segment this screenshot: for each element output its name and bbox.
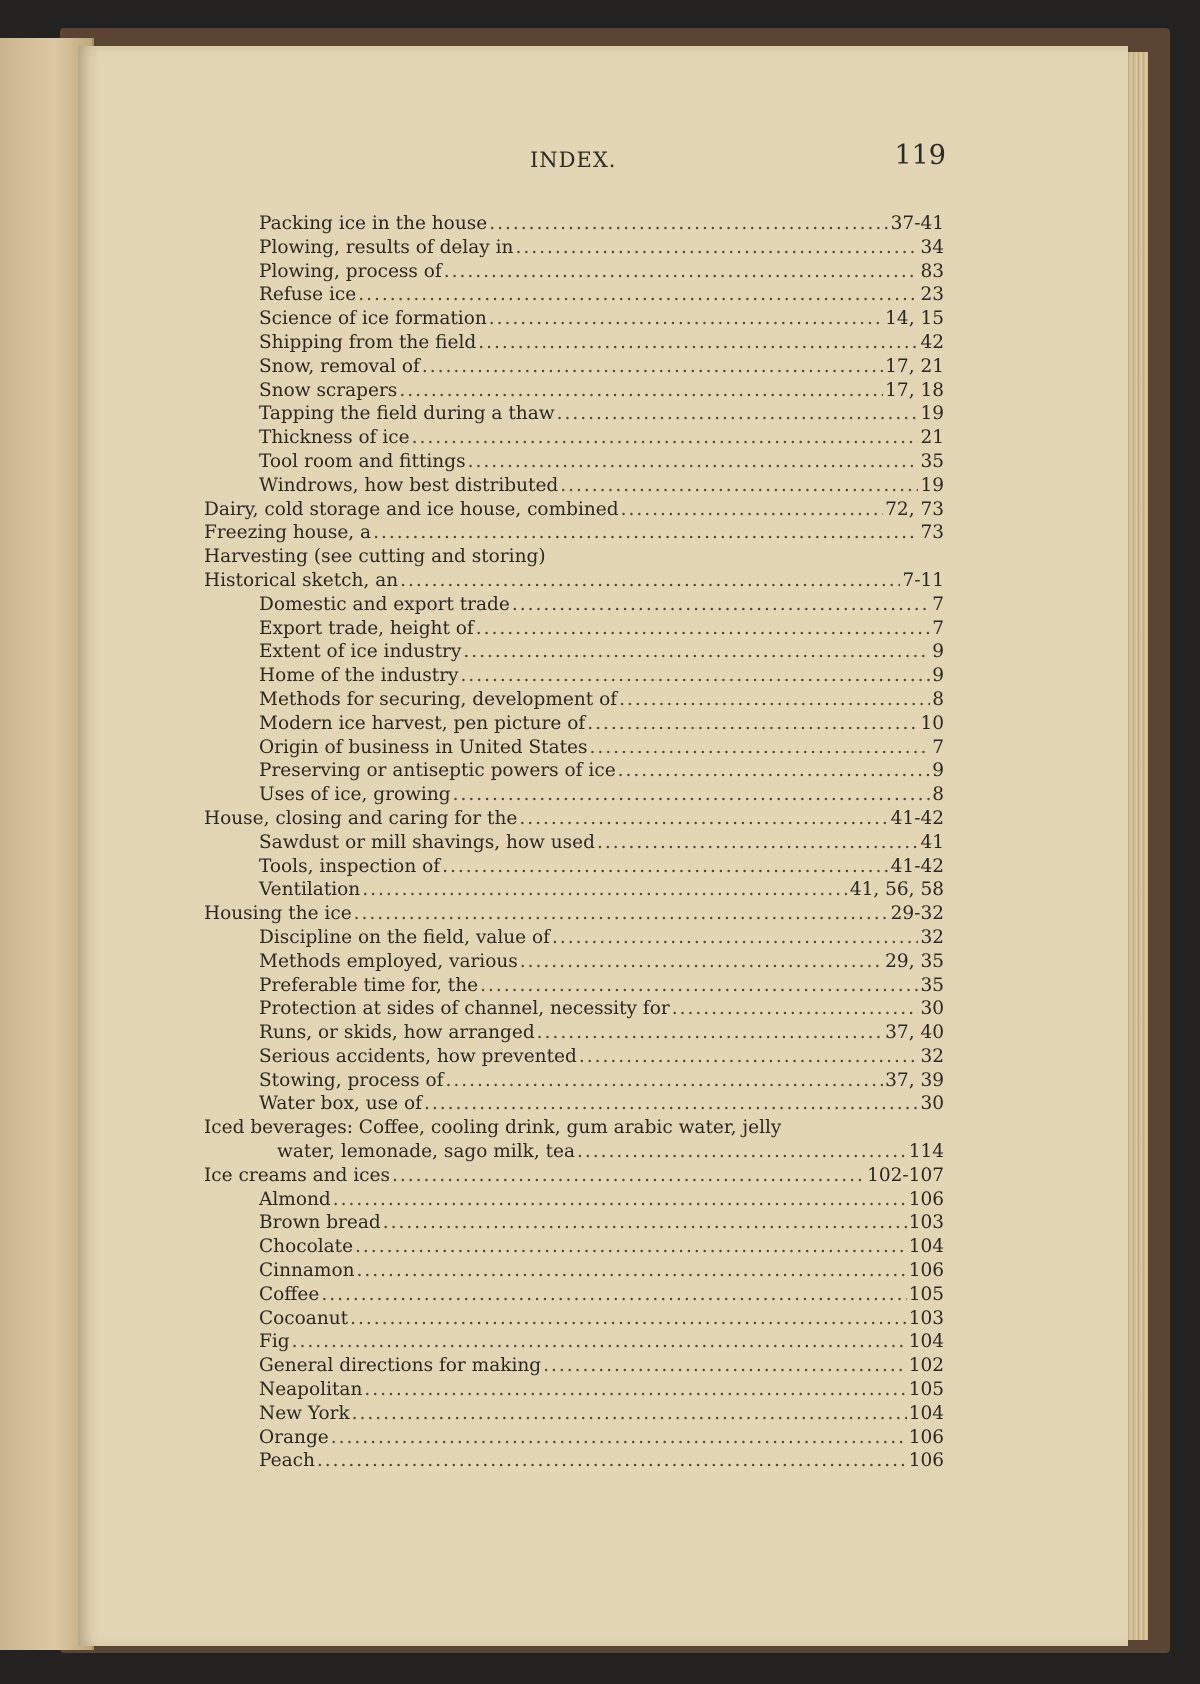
index-entry bbox=[204, 878, 944, 902]
index-entry-label: Coffee bbox=[259, 1283, 320, 1305]
index-entry-pages: 102 bbox=[908, 1355, 944, 1377]
index-entry-pages: 14, 15 bbox=[885, 308, 944, 330]
dot-leader bbox=[468, 450, 919, 474]
index-entry-label: Tapping the field during a thaw bbox=[259, 403, 555, 425]
dot-leader bbox=[587, 712, 918, 736]
index-entry-pages: 41 bbox=[920, 831, 944, 853]
dot-leader bbox=[557, 402, 919, 426]
index-entry-pages: 35 bbox=[920, 450, 944, 472]
index-entry-pages: 7 bbox=[932, 736, 944, 758]
dot-leader bbox=[590, 736, 931, 760]
index-entry-pages: 32 bbox=[920, 1045, 944, 1067]
index-entry-pages: 34 bbox=[920, 236, 944, 258]
index-entry bbox=[204, 593, 944, 617]
index-entry bbox=[204, 1116, 944, 1140]
index-entry-pages: 17, 21 bbox=[885, 355, 944, 377]
index-entry-label: Sawdust or mill shavings, how used bbox=[259, 831, 595, 853]
dot-leader bbox=[357, 1259, 907, 1283]
index-entry bbox=[204, 569, 944, 593]
index-entry bbox=[204, 379, 944, 403]
index-entry-pages: 41-42 bbox=[890, 807, 944, 829]
index-entry-label: Packing ice in the house bbox=[259, 213, 488, 234]
index-entry-label: Export trade, height of bbox=[259, 617, 474, 639]
index-entry-pages: 106 bbox=[908, 1188, 944, 1210]
index-entry-pages: 41-42 bbox=[890, 855, 944, 877]
index-entry-pages: 83 bbox=[920, 260, 944, 282]
index-entry-label: Snow, removal of bbox=[259, 355, 420, 377]
index-entry bbox=[204, 545, 944, 569]
index-entry-pages: 102-107 bbox=[867, 1164, 944, 1186]
dot-leader bbox=[519, 807, 888, 831]
index-entry-label: Chocolate bbox=[259, 1236, 354, 1258]
dot-leader bbox=[480, 974, 918, 998]
index-entry-pages: 106 bbox=[908, 1426, 944, 1448]
dot-leader bbox=[621, 498, 884, 522]
index-entry-label: Iced beverages: Coffee, cooling drink, gum arabic water, jelly bbox=[204, 1117, 782, 1139]
index-entry-label: Housing the ice bbox=[204, 903, 352, 925]
index-entry-label: Ventilation bbox=[259, 879, 361, 901]
index-entry bbox=[204, 1045, 944, 1069]
index-entry-label: Stowing, process of bbox=[259, 1069, 444, 1091]
dot-leader bbox=[543, 1354, 907, 1378]
index-entry-label: Home of the industry bbox=[259, 665, 459, 687]
index-entry-pages: 9 bbox=[932, 760, 944, 782]
index-entry bbox=[204, 1354, 944, 1378]
dot-leader bbox=[352, 1402, 907, 1426]
index-entry bbox=[204, 331, 944, 355]
index-entry bbox=[204, 1378, 944, 1402]
index-entry-list bbox=[204, 212, 944, 1473]
index-entry-label: Domestic and export trade bbox=[259, 593, 510, 615]
index-entry-pages: 30 bbox=[920, 998, 944, 1020]
index-entry-pages: 19 bbox=[920, 403, 944, 425]
dot-leader bbox=[317, 1449, 907, 1473]
index-entry-pages: 41, 56, 58 bbox=[849, 879, 944, 901]
index-entry-label: Tools, inspection of bbox=[259, 855, 441, 877]
index-entry-pages: 8 bbox=[932, 784, 944, 806]
index-entry-label: Cinnamon bbox=[259, 1260, 355, 1282]
index-entry-pages: 29-32 bbox=[890, 903, 944, 925]
index-entry-label: Water box, use of bbox=[259, 1093, 422, 1115]
index-entry bbox=[204, 712, 944, 736]
index-entry-pages: 37, 39 bbox=[885, 1069, 944, 1091]
index-entry-pages: 9 bbox=[932, 641, 944, 663]
index-entry-label: Modern ice harvest, pen picture of bbox=[259, 712, 586, 734]
dot-leader bbox=[672, 997, 919, 1021]
dot-leader bbox=[321, 1283, 906, 1307]
dot-leader bbox=[489, 307, 883, 331]
dot-leader bbox=[489, 212, 888, 236]
index-entry-label: Protection at sides of channel, necessity for bbox=[259, 998, 670, 1020]
dot-leader bbox=[422, 355, 883, 379]
index-entry-label: Tool room and fittings bbox=[259, 450, 466, 472]
index-entry bbox=[204, 688, 944, 712]
index-entry-label: Science of ice formation bbox=[259, 308, 487, 330]
dot-leader bbox=[619, 688, 930, 712]
dot-leader bbox=[400, 569, 900, 593]
index-entry-pages: 32 bbox=[920, 926, 944, 948]
index-entry-pages: 42 bbox=[920, 331, 944, 353]
index-entry-pages: 30 bbox=[920, 1093, 944, 1115]
index-entry bbox=[204, 1449, 944, 1473]
index-entry-pages: 73 bbox=[920, 522, 944, 544]
index-entry bbox=[204, 1330, 944, 1354]
index-entry-label: Runs, or skids, how arranged bbox=[259, 1022, 535, 1044]
index-entry bbox=[204, 974, 944, 998]
index-entry-label: Harvesting (see cutting and storing) bbox=[204, 546, 546, 568]
index-entry-label: water, lemonade, sago milk, tea bbox=[277, 1141, 576, 1163]
index-entry bbox=[204, 1069, 944, 1093]
index-entry-label: Neapolitan bbox=[259, 1379, 363, 1401]
index-entry bbox=[204, 1188, 944, 1212]
dot-leader bbox=[461, 664, 931, 688]
index-entry bbox=[204, 783, 944, 807]
index-entry-pages: 29, 35 bbox=[885, 950, 944, 972]
dot-leader bbox=[537, 1021, 883, 1045]
index-entry bbox=[204, 1426, 944, 1450]
index-entry-label: Orange bbox=[259, 1426, 329, 1448]
index-entry bbox=[204, 617, 944, 641]
running-title: INDEX. bbox=[530, 148, 617, 172]
index-entry bbox=[204, 855, 944, 879]
index-entry bbox=[204, 307, 944, 331]
index-entry-label: Extent of ice industry bbox=[259, 641, 462, 663]
index-entry bbox=[204, 736, 944, 760]
index-entry-pages: 7-11 bbox=[902, 569, 944, 591]
dot-leader bbox=[560, 474, 918, 498]
index-entry-label: Methods for securing, development of bbox=[259, 688, 618, 710]
index-entry-pages: 9 bbox=[932, 665, 944, 687]
index-entry bbox=[204, 212, 944, 236]
dot-leader bbox=[442, 855, 889, 879]
index-entry-pages: 37-41 bbox=[890, 213, 944, 234]
index-entry bbox=[204, 355, 944, 379]
index-entry bbox=[204, 807, 944, 831]
index-entry-pages: 19 bbox=[920, 474, 944, 496]
index-entry-label: New York bbox=[259, 1402, 350, 1424]
dot-leader bbox=[618, 759, 931, 783]
index-entry-label: Preferable time for, the bbox=[259, 974, 479, 996]
index-entry-label: Plowing, process of bbox=[259, 260, 442, 282]
dot-leader bbox=[383, 1211, 907, 1235]
dot-leader bbox=[453, 783, 931, 807]
dot-leader bbox=[412, 426, 919, 450]
index-entry-pages: 72, 73 bbox=[885, 498, 944, 520]
index-entry bbox=[204, 1211, 944, 1235]
index-entry-pages: 104 bbox=[908, 1236, 944, 1258]
dot-leader bbox=[354, 902, 889, 926]
index-entry-pages: 104 bbox=[908, 1331, 944, 1353]
dot-leader bbox=[399, 379, 883, 403]
index-entry-pages: 106 bbox=[908, 1260, 944, 1282]
index-entry bbox=[204, 402, 944, 426]
index-entry-label: Shipping from the field bbox=[259, 331, 477, 353]
index-entry bbox=[204, 1140, 944, 1164]
index-entry bbox=[204, 283, 944, 307]
dot-leader bbox=[579, 1045, 919, 1069]
index-entry bbox=[204, 1164, 944, 1188]
index-entry-label: Windrows, how best distributed bbox=[259, 474, 559, 496]
index-entry-label: Freezing house, a bbox=[204, 522, 372, 544]
index-entry-pages: 104 bbox=[908, 1402, 944, 1424]
index-entry-pages: 10 bbox=[920, 712, 944, 734]
dot-leader bbox=[424, 1092, 919, 1116]
index-entry-pages: 106 bbox=[908, 1450, 944, 1472]
index-entry-pages: 114 bbox=[908, 1141, 944, 1163]
dot-leader bbox=[350, 1307, 907, 1331]
index-entry-label: Almond bbox=[259, 1188, 331, 1210]
index-entry-label: Methods employed, various bbox=[259, 950, 518, 972]
index-entry bbox=[204, 236, 944, 260]
index-entry-pages: 7 bbox=[932, 617, 944, 639]
index-entry bbox=[204, 1402, 944, 1426]
index-entry bbox=[204, 950, 944, 974]
index-entry bbox=[204, 474, 944, 498]
dot-leader bbox=[392, 1164, 865, 1188]
index-entry-label: House, closing and caring for the bbox=[204, 807, 518, 829]
index-entry bbox=[204, 450, 944, 474]
index-entry bbox=[204, 902, 944, 926]
dot-leader bbox=[597, 831, 919, 855]
index-entry bbox=[204, 1235, 944, 1259]
dot-leader bbox=[333, 1188, 907, 1212]
index-entry bbox=[204, 1092, 944, 1116]
page-number: 119 bbox=[894, 140, 946, 171]
dot-leader bbox=[444, 260, 919, 284]
dot-leader bbox=[478, 331, 918, 355]
index-entry bbox=[204, 640, 944, 664]
dot-leader bbox=[362, 878, 848, 902]
index-entry-pages: 35 bbox=[920, 974, 944, 996]
dot-leader bbox=[358, 283, 918, 307]
dot-leader bbox=[355, 1235, 907, 1259]
index-entry-pages: 7 bbox=[932, 593, 944, 615]
index-entry-pages: 8 bbox=[932, 688, 944, 710]
index-entry-label: Thickness of ice bbox=[259, 427, 410, 449]
index-entry-label: Snow scrapers bbox=[259, 379, 398, 401]
dot-leader bbox=[577, 1140, 907, 1164]
index-entry bbox=[204, 997, 944, 1021]
index-entry bbox=[204, 498, 944, 522]
dot-leader bbox=[476, 617, 930, 641]
index-entry-label: Refuse ice bbox=[259, 284, 357, 306]
index-entry bbox=[204, 426, 944, 450]
index-entry-label: Dairy, cold storage and ice house, combined bbox=[204, 498, 619, 520]
index-entry-label: General directions for making bbox=[259, 1355, 542, 1377]
index-entry-pages: 37, 40 bbox=[885, 1022, 944, 1044]
index-entry-label: Discipline on the field, value of bbox=[259, 926, 550, 948]
index-entry bbox=[204, 521, 944, 545]
index-entry-pages: 17, 18 bbox=[885, 379, 944, 401]
dot-leader bbox=[292, 1330, 907, 1354]
index-entry bbox=[204, 1307, 944, 1331]
dot-leader bbox=[520, 950, 883, 974]
dot-leader bbox=[552, 926, 918, 950]
index-entry-pages: 21 bbox=[920, 427, 944, 449]
index-entry bbox=[204, 1021, 944, 1045]
dot-leader bbox=[373, 521, 918, 545]
index-entry-label: Preserving or antiseptic powers of ice bbox=[259, 760, 616, 782]
index-entry-label: Cocoanut bbox=[259, 1307, 349, 1329]
index-entry bbox=[204, 664, 944, 688]
index-entry-label: Origin of business in United States bbox=[259, 736, 588, 758]
index-entry-label: Serious accidents, how prevented bbox=[259, 1045, 577, 1067]
index-entry-label: Ice creams and ices bbox=[204, 1164, 390, 1186]
index-entry-pages: 105 bbox=[908, 1283, 944, 1305]
index-entry bbox=[204, 1259, 944, 1283]
index-entry bbox=[204, 831, 944, 855]
index-entry-pages: 105 bbox=[908, 1379, 944, 1401]
dot-leader bbox=[512, 593, 930, 617]
dot-leader bbox=[331, 1426, 907, 1450]
index-entry-label: Brown bread bbox=[259, 1212, 381, 1234]
index-entry-label: Plowing, results of delay in bbox=[259, 236, 514, 258]
dot-leader bbox=[515, 236, 918, 260]
index-entry-label: Uses of ice, growing bbox=[259, 784, 451, 806]
index-entry-label: Fig bbox=[259, 1331, 290, 1353]
index-entry bbox=[204, 260, 944, 284]
dot-leader bbox=[463, 640, 930, 664]
page-header bbox=[182, 140, 946, 180]
index-entry-pages: 103 bbox=[908, 1212, 944, 1234]
index-entry-pages: 103 bbox=[908, 1307, 944, 1329]
dot-leader bbox=[364, 1378, 906, 1402]
index-entry bbox=[204, 926, 944, 950]
dot-leader bbox=[446, 1069, 884, 1093]
index-entry-label: Peach bbox=[259, 1450, 315, 1472]
index-entry bbox=[204, 759, 944, 783]
index-entry-label: Historical sketch, an bbox=[204, 569, 399, 591]
index-entry bbox=[204, 1283, 944, 1307]
index-entry-pages: 23 bbox=[920, 284, 944, 306]
